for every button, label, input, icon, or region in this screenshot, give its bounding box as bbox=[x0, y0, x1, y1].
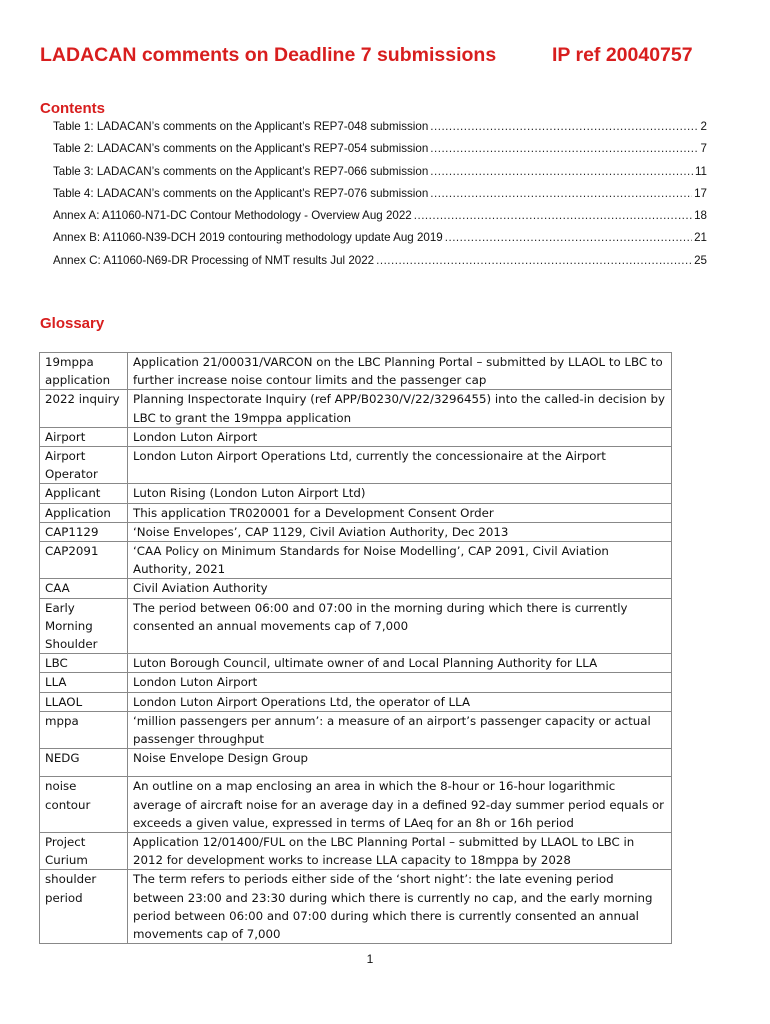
glossary-term: LBC bbox=[40, 654, 128, 673]
toc-entry-title: Table 2: LADACAN’s comments on the Applicant’s REP7-054 submission bbox=[53, 142, 429, 156]
glossary-row bbox=[40, 542, 672, 579]
glossary-row bbox=[40, 673, 672, 692]
toc-leader bbox=[430, 142, 698, 155]
glossary-row bbox=[40, 447, 672, 484]
glossary-definition: ‘Noise Envelopes’, CAP 1129, Civil Aviation Authority, Dec 2013 bbox=[128, 522, 672, 541]
toc-entry-title: Table 1: LADACAN’s comments on the Applicant’s REP7-048 submission bbox=[53, 120, 429, 133]
glossary-row bbox=[40, 598, 672, 654]
glossary-row bbox=[40, 777, 672, 833]
toc-entry-page: 11 bbox=[694, 164, 707, 178]
toc-entry-title: Table 3: LADACAN’s comments on the Applicant’s REP7-066 submission bbox=[53, 164, 429, 178]
glossary-definition: The term refers to periods either side of the ‘short night’: the late evening period between 23:00 and 23:30 during which there is currently no cap, and the early morning period between 06:00 and 07:00 during which there is currently consented an annual movements cap of 7,000 bbox=[128, 870, 672, 944]
toc-leader bbox=[445, 231, 692, 244]
glossary-term: CAP2091 bbox=[40, 542, 128, 579]
toc-entry[interactable] bbox=[53, 231, 707, 253]
glossary-term: Project Curium bbox=[40, 833, 128, 870]
table-of-contents bbox=[53, 120, 707, 276]
glossary-term: Airport Operator bbox=[40, 447, 128, 484]
glossary-definition: ‘million passengers per annum’: a measure of an airport’s passenger capacity or actual passenger throughput bbox=[128, 711, 672, 748]
glossary-definition: Planning Inspectorate Inquiry (ref APP/B0230/V/22/3296455) into the called-in decision by LBC to grant the 19mppa application bbox=[128, 390, 672, 427]
glossary-term: LLA bbox=[40, 673, 128, 692]
glossary-term: Early Morning Shoulder bbox=[40, 598, 128, 654]
toc-entry-page: 17 bbox=[694, 186, 707, 200]
glossary-row bbox=[40, 353, 672, 390]
glossary-term: CAA bbox=[40, 579, 128, 598]
glossary-definition: Application 12/01400/FUL on the LBC Planning Portal – submitted by LLAOL to LBC in 2012 for development works to increase LLA capacity to 18mppa by 2028 bbox=[128, 833, 672, 870]
glossary-term: NEDG bbox=[40, 749, 128, 777]
toc-leader bbox=[376, 254, 692, 267]
toc-entry-title: Annex C: A11060-N69-DR Processing of NMT results Jul 2022 bbox=[53, 253, 375, 267]
toc-leader bbox=[430, 187, 692, 200]
glossary-definition: An outline on a map enclosing an area in which the 8-hour or 16-hour logarithmic average of aircraft noise for an average day in a defined 92-day summer period equals or exceeds a given value, expressed in terms of LAeq for an 8h or 16h period bbox=[128, 777, 672, 833]
toc-entry-page: 7 bbox=[700, 142, 707, 156]
glossary-row bbox=[40, 484, 672, 503]
page-number: 1 bbox=[366, 952, 374, 966]
toc-leader bbox=[430, 165, 693, 178]
glossary-definition: Luton Borough Council, ultimate owner of and Local Planning Authority for LLA bbox=[128, 654, 672, 673]
toc-entry[interactable] bbox=[53, 165, 707, 187]
glossary-definition: ‘CAA Policy on Minimum Standards for Noise Modelling’, CAP 2091, Civil Aviation Authority, 2021 bbox=[128, 542, 672, 579]
glossary-term: 2022 inquiry bbox=[40, 390, 128, 427]
toc-entry-page: 25 bbox=[694, 253, 707, 267]
glossary-row bbox=[40, 579, 672, 598]
contents-heading: Contents bbox=[40, 100, 105, 117]
glossary-definition: London Luton Airport bbox=[128, 673, 672, 692]
toc-leader bbox=[414, 209, 692, 222]
glossary-row bbox=[40, 870, 672, 944]
glossary-definition: Application 21/00031/VARCON on the LBC Planning Portal – submitted by LLAOL to LBC to further increase noise contour limits and the passenger cap bbox=[128, 353, 672, 390]
glossary-definition: Luton Rising (London Luton Airport Ltd) bbox=[128, 484, 672, 503]
glossary-row bbox=[40, 749, 672, 777]
title-text: LADACAN comments on Deadline 7 submissions bbox=[40, 44, 497, 66]
glossary-term: 19mppa application bbox=[40, 353, 128, 390]
glossary-row bbox=[40, 503, 672, 522]
glossary-term: noise contour bbox=[40, 777, 128, 833]
glossary-definition: London Luton Airport Operations Ltd, the operator of LLA bbox=[128, 692, 672, 711]
glossary-table bbox=[39, 352, 672, 944]
glossary-term: mppa bbox=[40, 711, 128, 748]
glossary-row bbox=[40, 390, 672, 427]
glossary-definition: Civil Aviation Authority bbox=[128, 579, 672, 598]
glossary-definition: The period between 06:00 and 07:00 in the morning during which there is currently consented an annual movements cap of 7,000 bbox=[128, 598, 672, 654]
toc-entry[interactable] bbox=[53, 120, 707, 142]
glossary-term: Airport bbox=[40, 427, 128, 446]
glossary-definition: London Luton Airport Operations Ltd, currently the concessionaire at the Airport bbox=[128, 447, 672, 484]
toc-entry[interactable] bbox=[53, 209, 707, 231]
glossary-definition: This application TR020001 for a Development Consent Order bbox=[128, 503, 672, 522]
toc-entry-page: 2 bbox=[700, 120, 707, 133]
glossary-row bbox=[40, 833, 672, 870]
glossary-term: shoulder period bbox=[40, 870, 128, 944]
glossary-row bbox=[40, 692, 672, 711]
toc-entry-title: Table 4: LADACAN’s comments on the Applicant’s REP7-076 submission bbox=[53, 186, 429, 200]
toc-entry[interactable] bbox=[53, 142, 707, 164]
glossary-row bbox=[40, 654, 672, 673]
toc-entry-page: 18 bbox=[694, 209, 707, 223]
toc-entry-title: Annex B: A11060-N39-DCH 2019 contouring methodology update Aug 2019 bbox=[53, 231, 443, 245]
glossary-term: Applicant bbox=[40, 484, 128, 503]
glossary-row bbox=[40, 711, 672, 748]
glossary-row bbox=[40, 522, 672, 541]
glossary-term: LLAOL bbox=[40, 692, 128, 711]
glossary-heading: Glossary bbox=[40, 315, 105, 332]
glossary-definition: London Luton Airport bbox=[128, 427, 672, 446]
document-title bbox=[40, 44, 740, 68]
glossary-term: CAP1129 bbox=[40, 522, 128, 541]
ip-reference: IP ref 20040757 bbox=[552, 44, 693, 66]
glossary-term: Application bbox=[40, 503, 128, 522]
toc-entry[interactable] bbox=[53, 254, 707, 276]
toc-entry-page: 21 bbox=[694, 231, 707, 245]
toc-entry[interactable] bbox=[53, 187, 707, 209]
glossary-definition: Noise Envelope Design Group bbox=[128, 749, 672, 777]
glossary-row bbox=[40, 427, 672, 446]
toc-leader bbox=[430, 120, 698, 133]
toc-entry-title: Annex A: A11060-N71-DC Contour Methodology - Overview Aug 2022 bbox=[53, 209, 412, 223]
